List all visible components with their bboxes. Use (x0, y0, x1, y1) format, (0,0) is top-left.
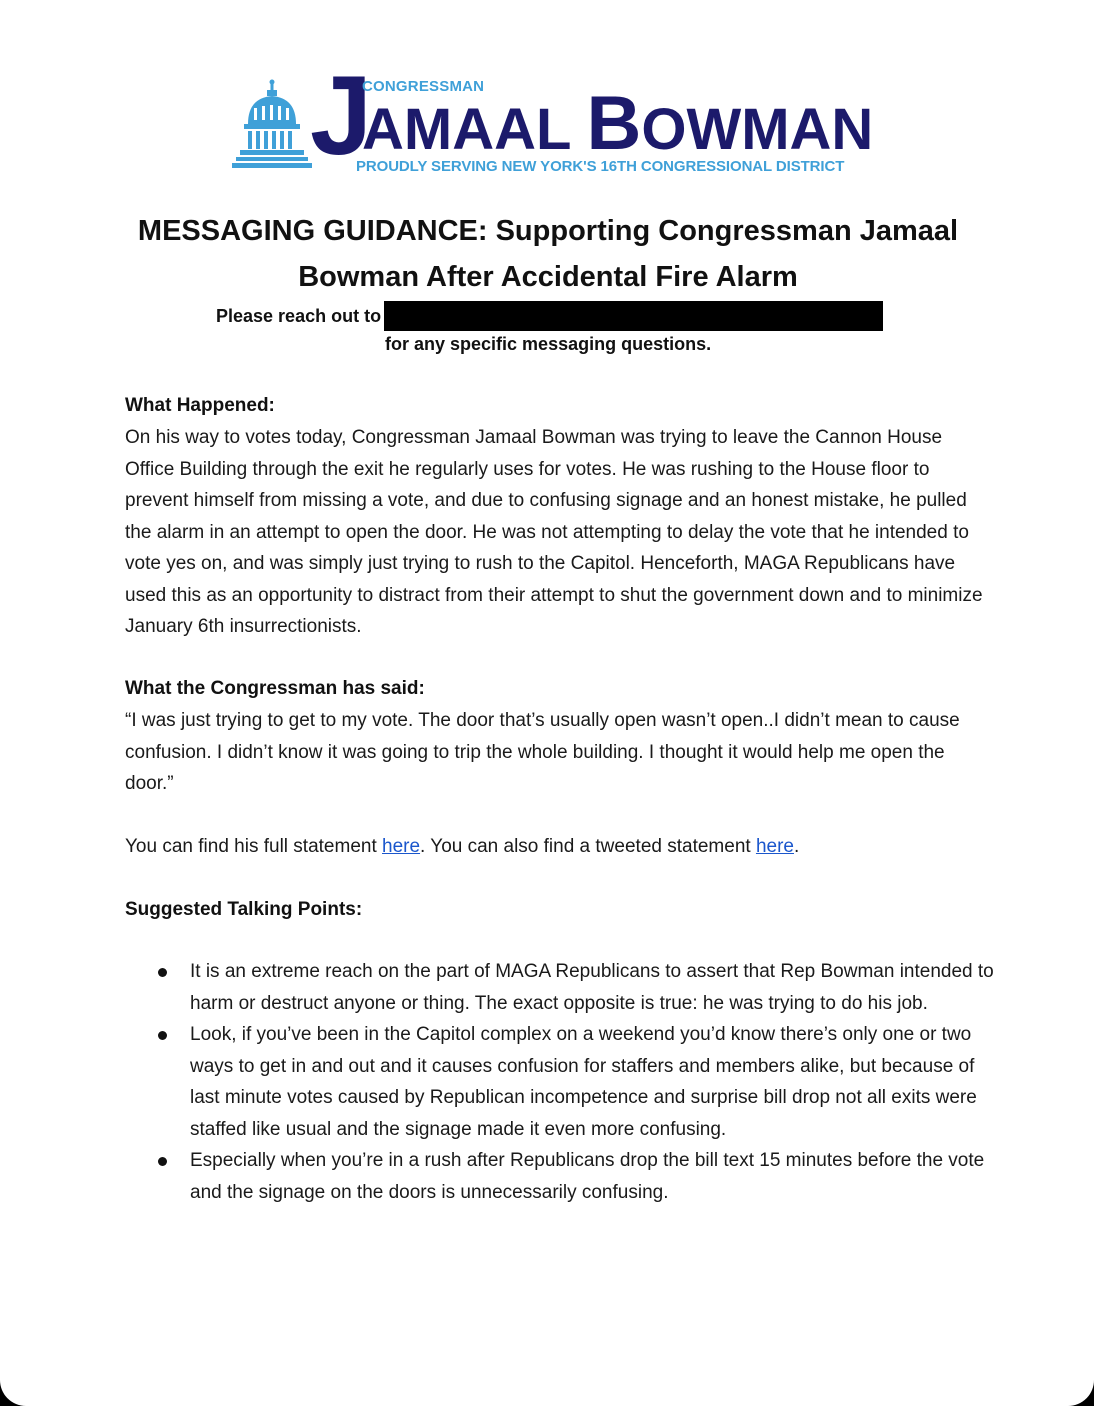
list-item (125, 1145, 995, 1208)
bullet-icon (158, 968, 167, 977)
tweeted-statement-link[interactable]: here (755, 836, 794, 857)
list-item (125, 1019, 995, 1145)
talking-points-heading: Suggested Talking Points: (125, 899, 363, 920)
contact-line-2: for any specific messaging questions. (385, 334, 712, 354)
bullet-icon (158, 1157, 167, 1166)
talking-point-text: It is an extreme reach on the part of MAGA Republicans to assert that Rep Bowman intended to harm or destruct anyone or thing. The exact opposite is true: he was trying to do his job. (190, 961, 994, 1014)
statement-line (125, 831, 985, 863)
talking-points-list (125, 956, 995, 1208)
logo-initial: J (310, 53, 371, 178)
logo-name-last-initial: B (586, 81, 642, 166)
contact-line-1: Please reach out to (216, 306, 382, 326)
logo-name-first: AMAAL (362, 97, 571, 162)
congressman-quote: “I was just trying to get to my vote. The door that’s usually open wasn’t open..I didn’t mean to cause confusion. I didn’t know it was going to trip the whole building. I thought it would help me open the door.” (125, 710, 960, 794)
talking-point-text: Look, if you’ve been in the Capitol complex on a weekend you’d know there’s only one or two ways to get in and out and it causes confusion for staffers and members alike, but because of last minute votes caused by Republican incompetence and surprise bill drop not all exits were staffed like usual and the signage made it even more confusing. (190, 1024, 977, 1140)
statement-prefix: You can find his full statement (125, 836, 383, 857)
what-happened-text: On his way to votes today, Congressman Jamaal Bowman was trying to leave the Cannon House Office Building through the exit he regularly uses for votes. He was rushing to the House floor to prevent himself from missing a vote, and due to confusing signage and an honest mistake, he pulled the alarm in an attempt to open the door. He was not attempting to delay the vote that he intended to vote yes on, and was simply just trying to rush to the Capitol. Henceforth, MAGA Republicans have used this as an opportunity to distract from their attempt to shut the government down and to minimize January 6th insurrectionists. (125, 427, 983, 637)
said-heading: What the Congressman has said: (125, 678, 425, 699)
logo-name-last: OWMAN (641, 97, 874, 162)
logo-congressman-label: CONGRESSMAN (362, 78, 485, 95)
document-title: MESSAGING GUIDANCE: Supporting Congressman Jamaal Bowman After Accidental Fire Alarm (137, 215, 959, 293)
campaign-logo (228, 53, 874, 186)
list-item (125, 956, 995, 1019)
redaction-bar (384, 301, 883, 331)
talking-point-text: Especially when you’re in a rush after Republicans drop the bill text 15 minutes before the vote and the signage on the doors is unnecessarily confusing. (190, 1150, 985, 1203)
bullet-icon (158, 1031, 167, 1040)
statement-middle: . You can also find a tweeted statement (420, 836, 756, 857)
statement-suffix: . (793, 836, 800, 857)
logo-tagline: PROUDLY SERVING NEW YORK'S 16TH CONGRESSIONAL DISTRICT (356, 158, 845, 175)
capitol-dome-icon (232, 78, 312, 176)
full-statement-link[interactable]: here (382, 836, 421, 857)
what-happened-heading: What Happened: (125, 395, 275, 416)
